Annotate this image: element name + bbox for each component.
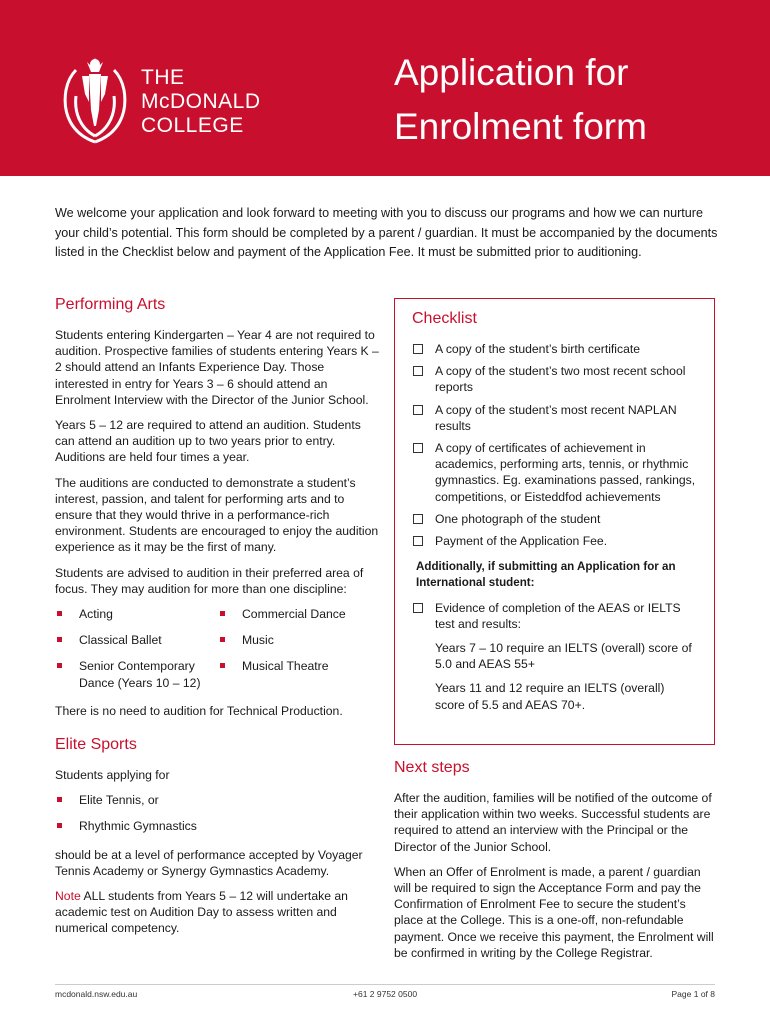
- disciplines-list: [55, 606, 380, 691]
- paragraph: Students entering Kindergarten – Year 4 are not required to audition. Prospective families of students entering Years K – 2 should attend an Infants Experience Day. Those interested in entry for Years 3 – 6 should attend an Enrolment Interview with the Director of the Junior School.: [55, 328, 379, 407]
- wordmark-line: McDONALD: [141, 90, 261, 113]
- college-wordmark: [141, 66, 261, 138]
- elite-sports-heading: Elite Sports: [55, 736, 137, 754]
- checklist-item[interactable]: Evidence of completion of the AEAS or IELTS test and results:: [412, 600, 697, 632]
- checklist-item[interactable]: One photograph of the student: [412, 511, 697, 527]
- list-item: Rhythmic Gymnastics: [55, 818, 380, 834]
- document-title: [394, 46, 647, 154]
- left-column: [55, 295, 380, 946]
- list-item: Elite Tennis, or: [55, 792, 380, 808]
- paragraph: There is no need to audition for Technical Production.: [55, 703, 343, 718]
- list-item: Senior Contemporary Dance (Years 10 – 12): [55, 658, 218, 690]
- footer-divider: [55, 984, 715, 985]
- note-paragraph: [55, 888, 380, 937]
- list-item: Music: [218, 632, 380, 648]
- title-line: Application for: [394, 52, 629, 93]
- requirement-note: Years 7 – 10 require an IELTS (overall) score of 5.0 and AEAS 55+: [435, 641, 692, 672]
- checklist-item[interactable]: Payment of the Application Fee.: [412, 533, 697, 549]
- header-banner: [0, 0, 770, 176]
- checklist-item[interactable]: A copy of the student’s two most recent school reports: [412, 363, 697, 395]
- paragraph: should be at a level of performance accepted by Voyager Tennis Academy or Synergy Gymnastics Academy.: [55, 847, 363, 878]
- international-heading: Additionally, if submitting an Application for an International student:: [416, 560, 676, 590]
- paragraph: Students are advised to audition in their preferred area of focus. They may audition for more than one discipline:: [55, 565, 364, 596]
- paragraph: When an Offer of Enrolment is made, a parent / guardian will be required to sign the Acceptance Form and pay the Confirmation of Enrolment Fee to secure the student’s place at the College. This is a one-off, non-refundable payment. Once we receive this payment, the Enrolment will be confirmed in writing by the College Registrar.: [394, 864, 714, 960]
- wordmark-line: COLLEGE: [141, 114, 244, 137]
- note-text: ALL students from Years 5 – 12 will undertake an academic test on Audition Day to assess written and numerical competency.: [55, 889, 348, 936]
- list-item: Classical Ballet: [55, 632, 218, 648]
- performing-arts-heading: Performing Arts: [55, 296, 166, 313]
- paragraph: After the audition, families will be notified of the outcome of their application within two weeks. Successful students are required to attend an interview with the Principal or the Director of the Junior School.: [394, 791, 712, 854]
- paragraph: The auditions are conducted to demonstrate a student’s interest, passion, and talent for performing arts and to ensure that they would thrive in a performance-rich environment. Students are encouraged to enjoy the audition experience as it may be the first of many.: [55, 475, 379, 555]
- list-item: Acting: [55, 606, 218, 622]
- checklist-heading: Checklist: [412, 310, 477, 327]
- list-item: Commercial Dance: [218, 606, 380, 622]
- paragraph: Students applying for: [55, 768, 170, 783]
- college-crest-icon: [58, 50, 132, 148]
- footer-phone: +61 2 9752 0500: [353, 989, 418, 999]
- intro-paragraph: We welcome your application and look forward to meeting with you to discuss our programs and how we can nurture your child’s potential. This form should be completed by a parent / guardian. It must be accompanied by the documents listed in the Checklist below and payment of the Application Fee. It must be submitted prior to auditioning.: [55, 206, 718, 259]
- checklist-item[interactable]: A copy of the student’s birth certificate: [412, 341, 697, 357]
- paragraph: Years 5 – 12 are required to attend an audition. Students can attend an audition up to two years prior to entry. Auditions are held four times a year.: [55, 418, 361, 465]
- footer-website[interactable]: mcdonald.nsw.edu.au: [55, 989, 138, 999]
- title-line: Enrolment form: [394, 106, 647, 147]
- right-column: [394, 758, 716, 970]
- footer-page-number: Page 1 of 8: [671, 989, 715, 999]
- requirement-note: Years 11 and 12 require an IELTS (overall) score of 5.5 and AEAS 70+.: [435, 681, 665, 712]
- list-item: Musical Theatre: [218, 658, 380, 690]
- sports-list: [55, 792, 380, 834]
- checklist-item[interactable]: A copy of the student’s most recent NAPLAN results: [412, 402, 697, 434]
- next-steps-heading: Next steps: [394, 759, 470, 776]
- wordmark-line: THE: [141, 66, 185, 89]
- note-label: Note: [55, 889, 81, 904]
- checklist-box: [394, 298, 715, 745]
- checklist-item[interactable]: A copy of certificates of achievement in academics, performing arts, tennis, or rhythmic gymnastics. Eg. examinations passed, rankings, competitions, or Eisteddfod achievements: [412, 440, 697, 505]
